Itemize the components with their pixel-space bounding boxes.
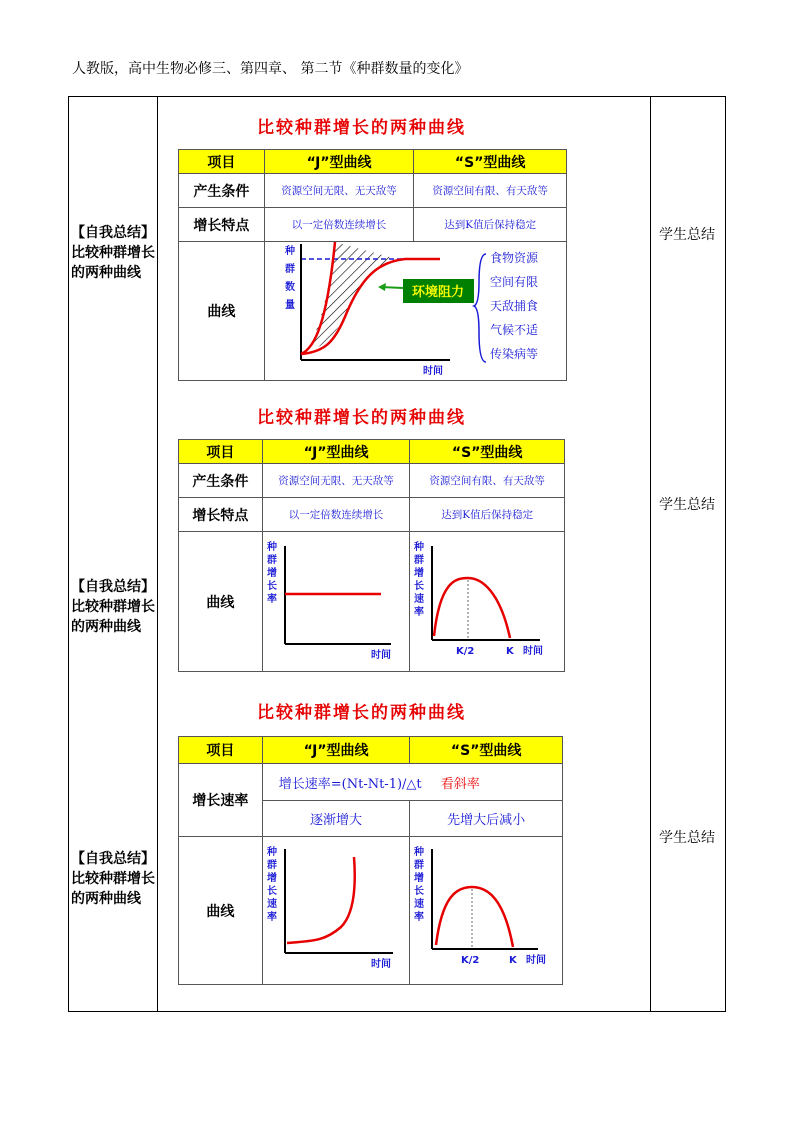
- brace: [474, 254, 486, 362]
- row2-student-summary: 学生总结: [659, 497, 715, 513]
- s-rate-curve: [434, 578, 510, 638]
- feat-j-cell: 以一定倍数连续增长: [262, 498, 410, 532]
- cond-s-cell: 资源空间有限、有天敌等: [414, 174, 567, 208]
- col-j-header: “J”型曲线: [264, 150, 414, 174]
- cond-s-cell: 资源空间有限、有天敌等: [410, 464, 565, 498]
- axis-y-rate-label: 种群增长速率: [414, 542, 425, 618]
- population-curve-figure: [265, 242, 568, 379]
- cond-j-cell: 资源空间无限、无天敌等: [262, 464, 410, 498]
- feat-j-cell: 以一定倍数连续增长: [264, 208, 414, 242]
- row-condition-label: 产生条件: [179, 174, 265, 208]
- row-feature-label: 增长特点: [179, 498, 263, 532]
- factor-item: 传染病等: [489, 347, 538, 361]
- col-s-header: “S”型曲线: [410, 440, 565, 464]
- panel3-table: [178, 736, 563, 985]
- j-growth-rate-figure: [263, 532, 409, 670]
- row2-label: 【自我总结】比较种群增长的两种曲线: [71, 579, 155, 635]
- row3-student-summary: 学生总结: [659, 830, 715, 846]
- axis-x-label: 时间: [422, 366, 443, 377]
- factor-item: 天敌捕食: [489, 299, 538, 313]
- feat-s-cell: 达到K值后保持稳定: [410, 498, 565, 532]
- col-j-header: “J”型曲线: [262, 440, 410, 464]
- panel3-title: 比较种群增长的两种曲线: [257, 703, 466, 723]
- j-growth-rate-cell: [262, 532, 410, 672]
- row1-student-summary: 学生总结: [659, 227, 715, 243]
- resistance-factor-list: [490, 250, 539, 361]
- arrow-head: [378, 283, 386, 291]
- k-label: K: [506, 646, 515, 657]
- j-rate-curve-figure: [263, 837, 409, 983]
- rate-formula: 增长速率=(Nt-Nt-1)/△t: [278, 776, 422, 792]
- row3-label: 【自我总结】比较种群增长的两种曲线: [71, 851, 155, 907]
- panel1-curve-cell: [264, 242, 566, 381]
- cond-j-cell: 资源空间无限、无天敌等: [264, 174, 414, 208]
- col-s-header: “S”型曲线: [414, 150, 567, 174]
- row1-label: 【自我总结】比较种群增长的两种曲线: [71, 225, 155, 281]
- panel1-title: 比较种群增长的两种曲线: [257, 118, 466, 138]
- row-curve-label: 曲线: [179, 242, 265, 381]
- axis-x-label: 时间: [523, 646, 544, 657]
- col-item-header: 项目: [179, 440, 263, 464]
- axis-y-rate-label: 种群增长速率: [266, 847, 277, 923]
- rate-note: 看斜率: [440, 776, 480, 792]
- document-header: 人教版，高中生物必修三、第四章、 第二节《种群数量的变化》: [72, 61, 469, 77]
- j-rate-curve-cell: [262, 837, 410, 985]
- axis-x-label: 时间: [370, 959, 391, 970]
- col-s-header: “S”型曲线: [410, 737, 563, 764]
- rate-formula-cell: [262, 764, 562, 801]
- col-item-header: 项目: [179, 150, 265, 174]
- s-rate-curve: [436, 887, 513, 947]
- k-half-label: K/2: [461, 955, 480, 966]
- row-rate-label: 增长速率: [179, 764, 263, 837]
- panel1-table: [178, 149, 567, 381]
- col-j-header: “J”型曲线: [262, 737, 410, 764]
- feat-s-cell: 达到K值后保持稳定: [414, 208, 567, 242]
- axis-x-label: 时间: [526, 955, 547, 966]
- k-half-label: K/2: [456, 646, 475, 657]
- axis-y-rate-label: 种群增长速率: [414, 847, 425, 923]
- panel2-title: 比较种群增长的两种曲线: [257, 408, 466, 428]
- panel2-table: [178, 439, 565, 672]
- factor-item: 气候不适: [489, 323, 538, 337]
- row-feature-label: 增长特点: [179, 208, 265, 242]
- row-curve-label: 曲线: [179, 837, 263, 985]
- rate-s-cell: 先增大后减小: [410, 801, 563, 837]
- s-growth-rate-figure: [410, 532, 563, 670]
- column-divider-right: [650, 97, 651, 1011]
- factor-item: 空间有限: [489, 275, 538, 289]
- rate-j-cell: 逐渐增大: [262, 801, 410, 837]
- s-rate-curve-cell: [410, 837, 563, 985]
- factor-item: 食物资源: [489, 251, 538, 265]
- row-condition-label: 产生条件: [179, 464, 263, 498]
- column-divider-left: [157, 97, 158, 1011]
- axis-y-rate-label: 种群增长率: [266, 542, 277, 605]
- axis-y-quantity-label: 种群数量: [284, 246, 295, 311]
- k-label: K: [509, 955, 518, 966]
- col-item-header: 项目: [179, 737, 263, 764]
- j-rate-rising-curve: [287, 857, 355, 943]
- resistance-label: 环境阻力: [411, 285, 464, 300]
- row-curve-label: 曲线: [179, 532, 263, 672]
- axis-x-label: 时间: [370, 650, 391, 661]
- s-rate-curve-figure: [410, 837, 561, 983]
- s-growth-rate-cell: [410, 532, 565, 672]
